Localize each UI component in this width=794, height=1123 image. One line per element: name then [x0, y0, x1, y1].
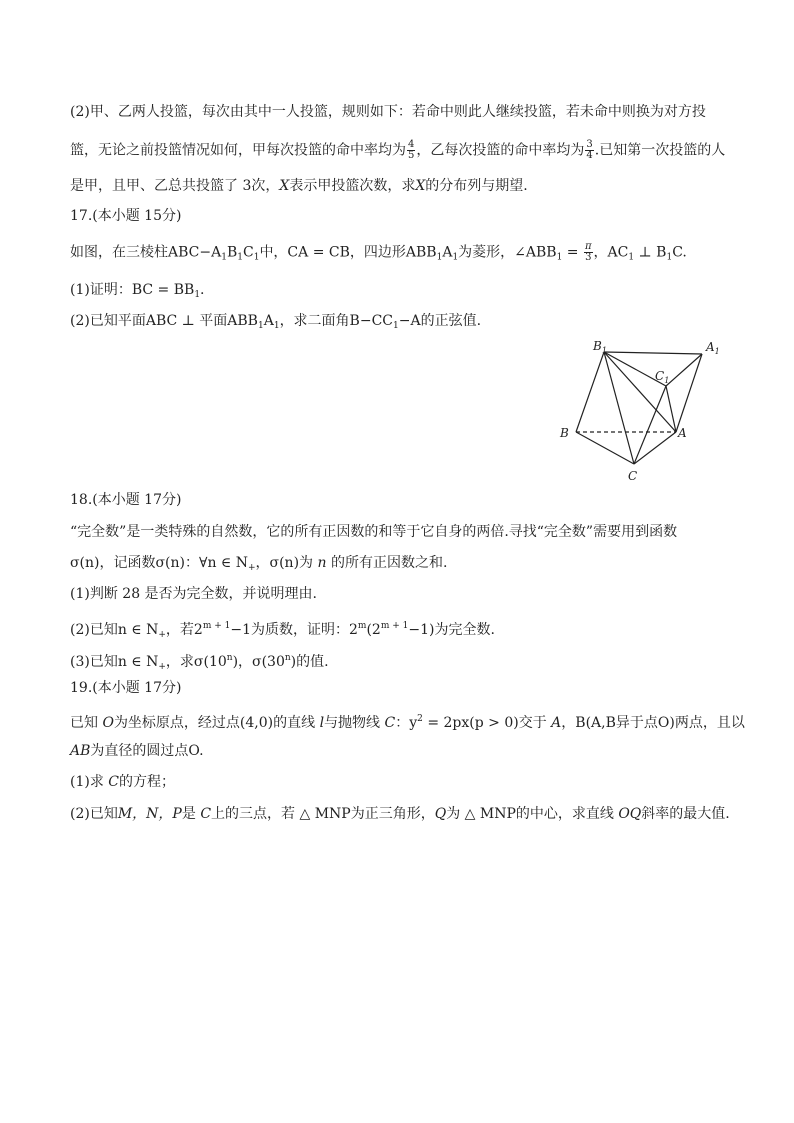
var-mnp: M，N，P	[117, 806, 182, 822]
label-c: C	[628, 469, 638, 483]
fraction-pi-thirds	[584, 242, 593, 263]
q17-stem-b: B	[226, 244, 238, 261]
q18-header	[70, 490, 181, 510]
q18-header-text: 18.(本小题 17分)	[70, 492, 182, 508]
q17-p2-a: (2)已知平面ABC ⊥ 平面ABB	[70, 313, 258, 329]
q19-header-text: 19.(本小题 17分)	[70, 680, 182, 696]
superscript: m + 1	[380, 621, 409, 631]
var-a: A	[551, 715, 562, 731]
q19-p1-a: (1)求	[70, 774, 109, 790]
q18-part1	[70, 584, 317, 604]
q16-part2-text3b: 表示甲投篮次数，求	[289, 178, 416, 194]
superscript: n	[284, 653, 291, 663]
q19-p2-e: 斜率的最大值.	[641, 806, 730, 822]
q17-stem-c: C	[242, 244, 254, 261]
edge-c1-a	[666, 386, 676, 432]
edge-b-c	[576, 432, 634, 464]
q17-p1-a: (1)证明：BC = BB	[70, 282, 195, 298]
q18-p3-c: )，σ(30	[232, 654, 285, 670]
q17-p2-d: −A的正弦值.	[398, 313, 482, 329]
edge-b1-a1	[604, 352, 702, 354]
q19-text2a: 为直径的圆过点O.	[90, 743, 204, 759]
subscript: 1	[556, 252, 563, 263]
superscript: 2	[417, 714, 423, 724]
label-b: B	[560, 426, 569, 440]
q19-p1-b: 的方程；	[119, 774, 175, 790]
q18-p3-d: )的值.	[290, 654, 329, 670]
var-c: C	[384, 715, 396, 731]
subscript: 1	[436, 252, 443, 263]
q18-text2a: σ(n)，记函数σ(n)：∀n ∈ N	[70, 555, 248, 571]
subscript: 1	[253, 252, 260, 263]
q19-text1d: ：y	[395, 715, 418, 731]
q16-part2-text1: (2)甲、乙两人投篮，每次由其中一人投篮，规则如下：若命中则此人继续投篮，若未命中则换为对方投	[70, 104, 706, 120]
var-q: Q	[434, 806, 447, 822]
subscript: 1	[221, 252, 227, 263]
q18-text2b: ，σ(n)为	[255, 555, 318, 571]
q17-stem	[70, 242, 687, 268]
subscript: +	[247, 563, 256, 573]
q18-line1	[70, 522, 677, 542]
q16-part2-text2b: ，乙每次投篮的命中率均为	[416, 142, 585, 159]
label-c1: $C_1$	[655, 369, 670, 385]
q19-p2-b: 是	[181, 806, 201, 822]
q18-p2-a: (2)已知n ∈ N	[70, 622, 159, 638]
subscript: +	[158, 662, 166, 672]
q16-part2-line2	[70, 140, 725, 161]
q17-part2	[70, 311, 481, 336]
pi-numerator: π	[584, 241, 592, 252]
q19-line1	[70, 709, 745, 733]
var-ab: AB	[70, 743, 91, 759]
q19-p2-d: 为 △ MNP的中心，求直线	[446, 806, 619, 822]
q18-text2c: 的所有正因数之和.	[326, 555, 448, 571]
label-a: A	[678, 426, 687, 440]
q19-part1	[70, 772, 175, 792]
pi-denominator: 3	[585, 252, 592, 263]
subscript: 1	[628, 252, 635, 263]
superscript: m	[357, 621, 367, 631]
q18-text1: “完全数”是一类特殊的自然数，它的所有正因数的和等于它自身的两倍.寻找“完全数”需要用到函数	[70, 524, 678, 540]
subscript: +	[158, 630, 166, 640]
superscript: n	[226, 653, 233, 663]
q18-p2-c: −1为质数，证明：2	[230, 622, 358, 638]
q17-p1-b: .	[200, 282, 205, 298]
edge-b1-b	[576, 352, 604, 432]
q16-part2-text3a: 是甲，且甲、乙总共投篮了 3次，	[70, 178, 280, 194]
q18-part3	[70, 648, 329, 677]
label-a1: $A_1$	[706, 340, 720, 356]
q17-header-text: 17.(本小题 15分)	[70, 208, 182, 224]
var-c: C	[108, 774, 119, 790]
var-c: C	[200, 806, 212, 822]
q19-part2	[70, 804, 730, 824]
q17-stem-e: A	[442, 244, 453, 261]
q17-stem-a: 如图，在三棱柱ABC−A	[70, 244, 222, 261]
q18-p3-b: ，求σ(10	[165, 654, 227, 670]
frac1-numerator: 4	[408, 139, 415, 150]
q17-stem-h: ，AC	[593, 244, 629, 261]
frac1-denominator: 5	[408, 150, 415, 161]
var-oq: OQ	[618, 806, 642, 822]
superscript: m + 1	[202, 621, 231, 631]
q19-header	[70, 678, 181, 698]
q17-p2-c: ，求二面角B−CC	[279, 313, 394, 329]
q19-text1b: 为坐标原点，经过点(4,0)的直线	[113, 715, 320, 731]
fraction-three-fourths	[585, 140, 593, 161]
subscript: 1	[452, 252, 459, 263]
q16-part2-text3c: 的分布列与期望.	[425, 178, 528, 194]
var-x: X	[279, 178, 290, 194]
q16-part2-line3	[70, 176, 528, 196]
q17-p2-b: A	[263, 313, 274, 329]
subscript: 1	[194, 290, 201, 300]
q19-text1f: ，B(A,B异于点O)两点，且以	[561, 715, 745, 731]
q19-p2-a: (2)已知	[70, 806, 118, 822]
frac2-denominator: 4	[586, 150, 593, 161]
fraction-four-fifths	[407, 140, 415, 161]
q19-text1a: 已知	[70, 715, 103, 731]
triangular-prism-figure	[552, 332, 732, 488]
q18-part2	[70, 616, 495, 645]
q17-stem-i: ⊥ B	[634, 244, 667, 261]
q19-line2	[70, 741, 204, 761]
q18-p3-a: (3)已知n ∈ N	[70, 654, 159, 670]
q17-header	[70, 206, 181, 226]
q16-part2-line1	[70, 102, 706, 122]
q17-stem-g: =	[562, 244, 583, 261]
q18-p2-d: (2	[366, 622, 381, 638]
label-b1: $B_1$	[593, 339, 607, 355]
q19-text1e: = 2px(p > 0)交于	[422, 715, 552, 731]
subscript: 1	[273, 321, 280, 331]
subscript: 1	[393, 321, 399, 331]
q18-line2	[70, 553, 447, 578]
q17-stem-f: 为菱形，∠ABB	[458, 244, 557, 261]
var-n: n	[317, 555, 327, 571]
q16-part2-text2c: .已知第一次投篮的人	[594, 142, 726, 159]
var-x: X	[415, 178, 426, 194]
subscript: 1	[237, 252, 243, 263]
frac2-numerator: 3	[586, 139, 593, 150]
subscript: 1	[257, 321, 264, 331]
subscript: 1	[666, 252, 673, 263]
q17-stem-d: 中，CA = CB，四边形ABB	[259, 244, 437, 261]
q16-part2-text2a: 篮，无论之前投篮情况如何，甲每次投篮的命中率均为	[70, 142, 406, 159]
q17-part1	[70, 280, 205, 305]
q18-p2-e: −1)为完全数.	[408, 622, 495, 638]
q17-stem-j: C.	[672, 244, 687, 261]
q18-p1-text: (1)判断 28 是否为完全数，并说明理由.	[70, 586, 317, 602]
q18-p2-b: ，若2	[165, 622, 203, 638]
q19-p2-c: 上的三点，若 △ MNP为正三角形，	[211, 806, 435, 822]
q19-text1c: 与抛物线	[324, 715, 385, 731]
var-o: O	[102, 715, 114, 731]
var-l: l	[319, 715, 325, 731]
